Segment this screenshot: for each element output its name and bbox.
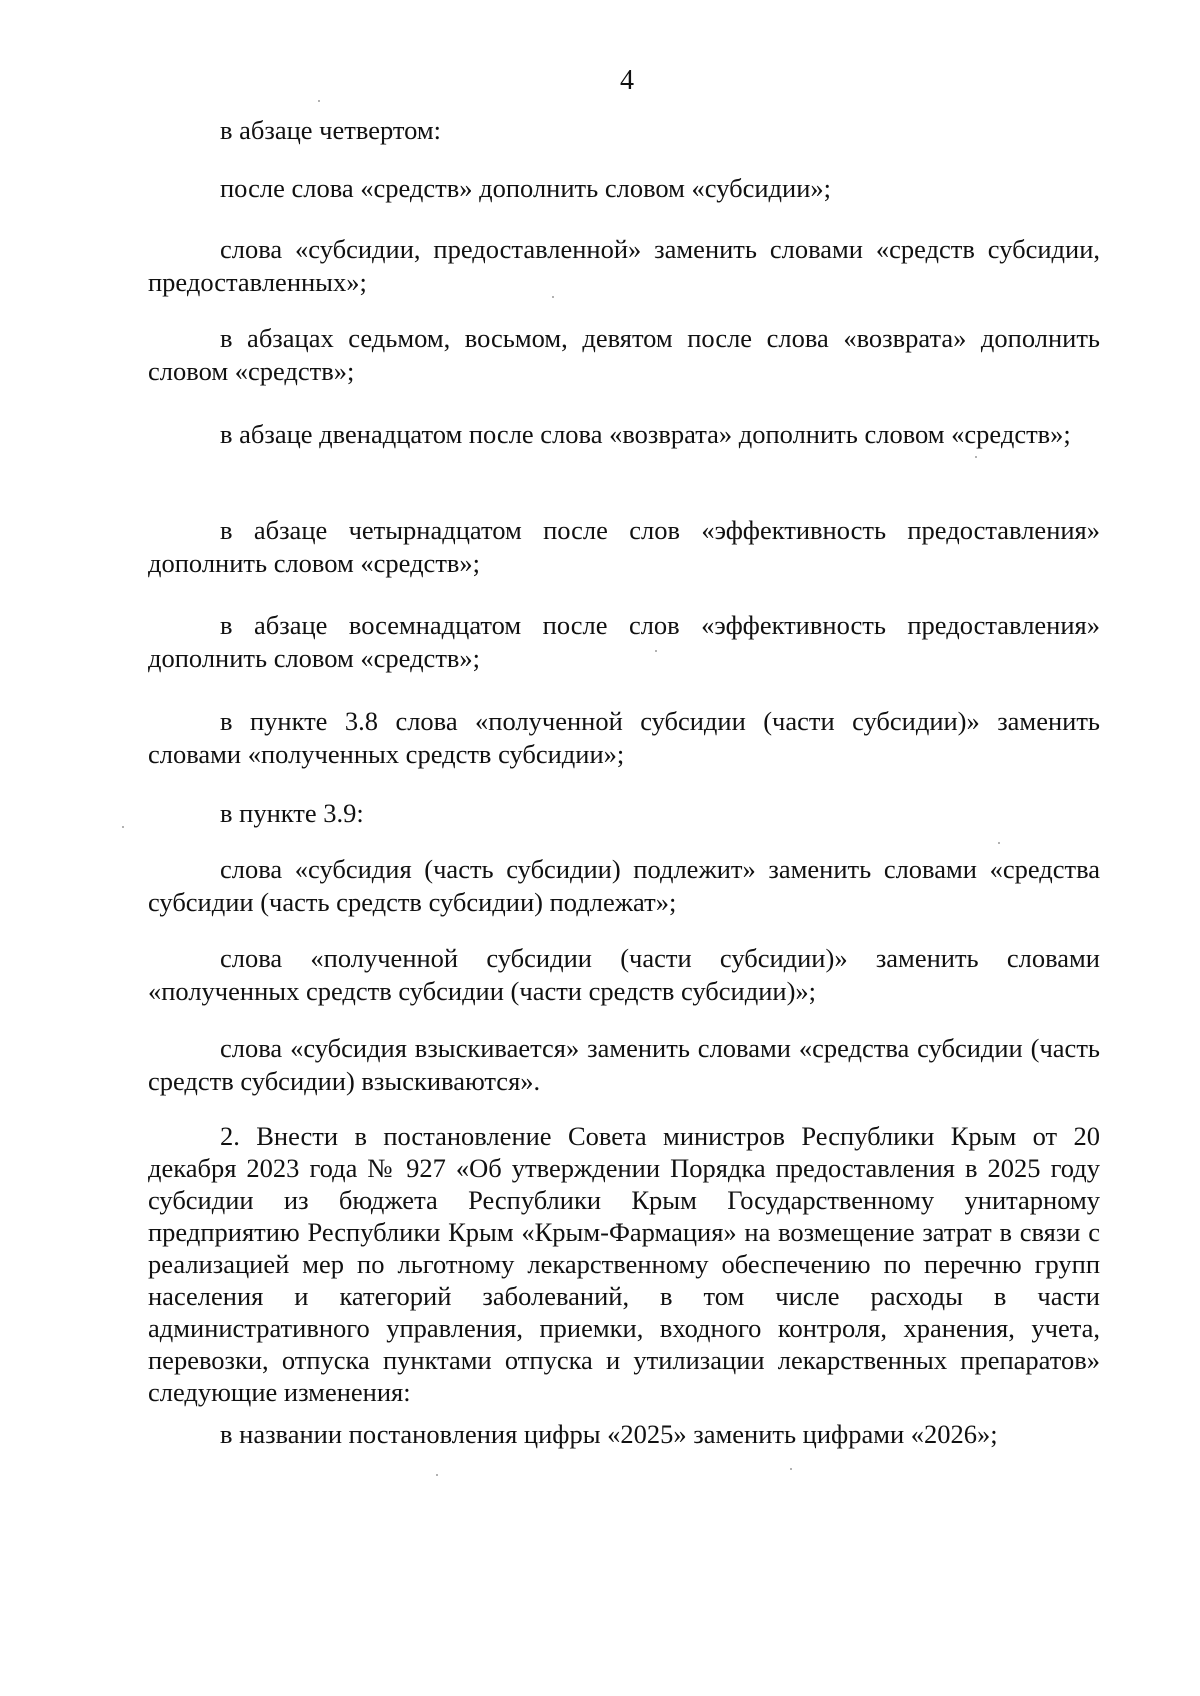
scan-speck xyxy=(552,296,554,298)
paragraph-3: слова «субсидии, предоставленной» заменить словами «средств субсидии, предоставленных»; xyxy=(148,234,1100,297)
scan-speck xyxy=(318,100,320,102)
paragraph-8: в пункте 3.8 слова «полученной субсидии (части субсидии)» заменить словами «полученных средств субсидии»; xyxy=(148,706,1100,769)
paragraph-4: в абзацах седьмом, восьмом, девятом после слова «возврата» дополнить словом «средств»; xyxy=(148,323,1100,386)
paragraph-14: в названии постановления цифры «2025» заменить цифрами «2026»; xyxy=(220,1419,998,1449)
scan-speck xyxy=(122,826,124,828)
paragraph-11: слова «полученной субсидии (части субсидии)» заменить словами «полученных средств субсидии (части средств субсидии)»; xyxy=(148,943,1100,1006)
scan-speck xyxy=(436,1474,438,1476)
scan-speck xyxy=(655,650,657,652)
paragraph-9: в пункте 3.9: xyxy=(220,798,364,828)
scan-speck xyxy=(790,1468,792,1470)
scan-speck xyxy=(998,842,1000,844)
paragraph-12: слова «субсидия взыскивается» заменить словами «средства субсидии (часть средств субсидии) взыскиваются». xyxy=(148,1033,1100,1096)
paragraph-6: в абзаце четырнадцатом после слов «эффективность предоставления» дополнить словом «средств»; xyxy=(148,515,1100,578)
paragraph-5: в абзаце двенадцатом после слова «возврата» дополнить словом «средств»; xyxy=(220,419,1071,449)
paragraph-2: после слова «средств» дополнить словом «субсидии»; xyxy=(220,173,831,203)
page-number: 4 xyxy=(620,65,634,96)
paragraph-7: в абзаце восемнадцатом после слов «эффективность предоставления» дополнить словом «средств»; xyxy=(148,610,1100,673)
scan-speck xyxy=(975,456,977,458)
paragraph-1: в абзаце четвертом: xyxy=(220,115,441,145)
paragraph-10: слова «субсидия (часть субсидии) подлежит» заменить словами «средства субсидии (часть средств субсидии) подлежат»; xyxy=(148,854,1100,917)
paragraph-13: 2. Внести в постановление Совета министров Республики Крым от 20 декабря 2023 года № 927 «Об утверждении Порядка предоставления в 2025 году субсидии из бюджета Республики Крым Государственному унитарному предприятию Республики Крым «Крым-Фармация» на возмещение затрат в связи с реализацией мер по льготному лекарственному обеспечению по перечню групп населения и категорий заболеваний, в том числе расходы в части административного управления, приемки, входного контроля, хранения, учета, перевозки, отпуска пунктами отпуска и утилизации лекарственных препаратов» следующие изменения: xyxy=(148,1121,1100,1407)
